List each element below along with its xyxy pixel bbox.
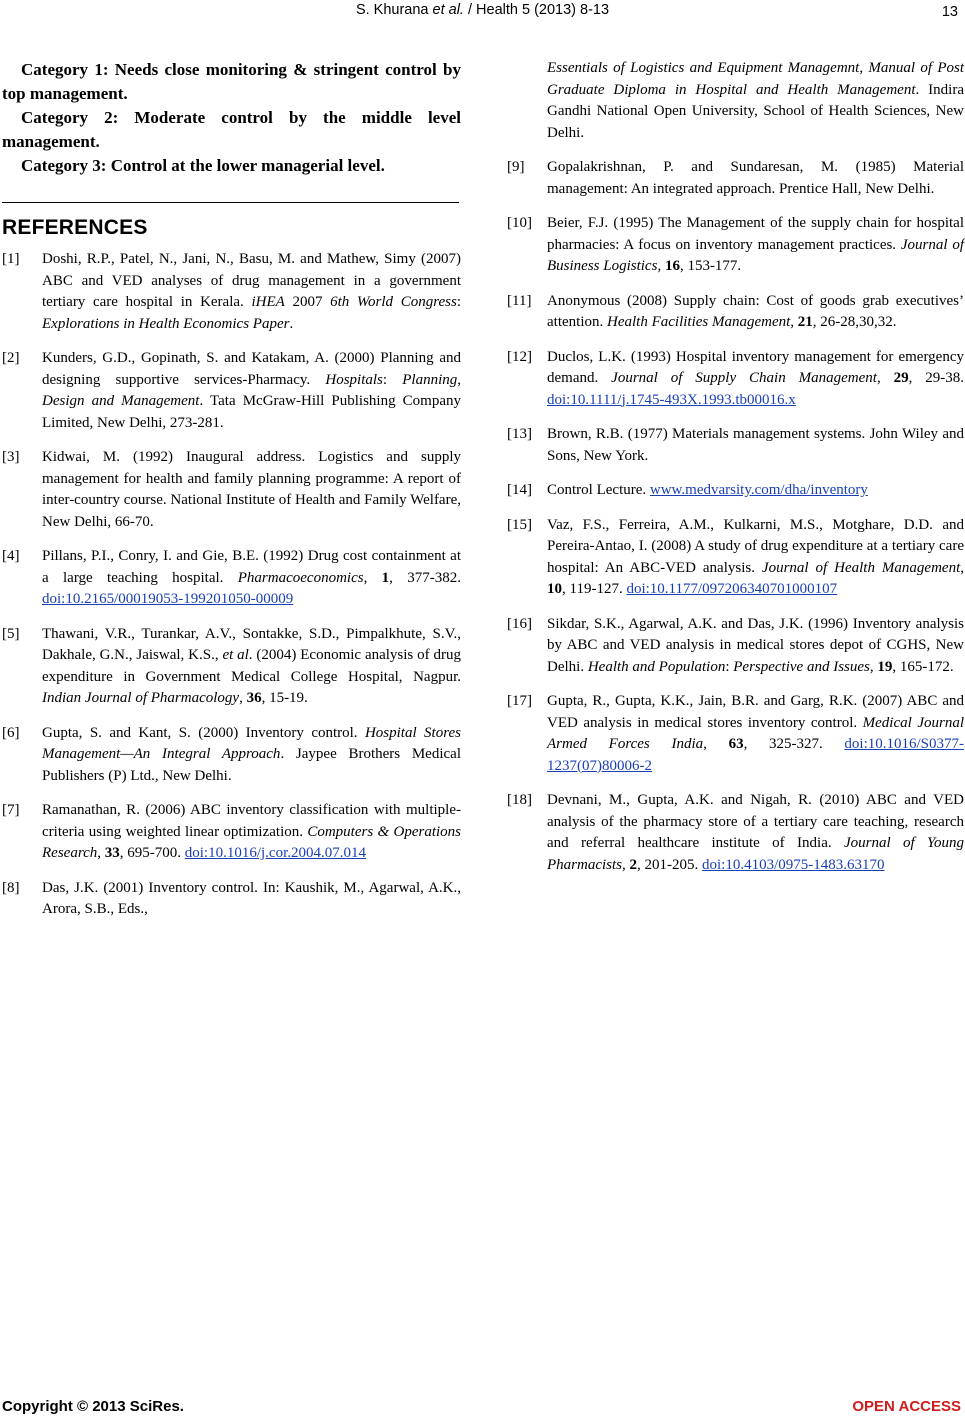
reference-text: ,	[657, 258, 665, 274]
reference-item	[507, 424, 964, 467]
reference-item	[2, 723, 461, 788]
reference-number: [6]	[2, 724, 20, 741]
reference-text: Sikdar, S.K., Agarwal, A.K. and Das, J.K. (1996) Inventory analysis by ABC and VED analysis in medical stores depot of CGHS, New Delhi.	[547, 615, 964, 675]
reference-link[interactable]: doi:10.1016/S0377-1237(07)80006-2	[547, 736, 965, 774]
reference-italic-text: iHEA	[251, 294, 285, 310]
reference-link[interactable]: doi:10.1111/j.1745-493X.1993.tb00016.x	[547, 391, 796, 408]
reference-italic-text: Planning	[402, 371, 458, 388]
reference-number: [13]	[507, 426, 532, 442]
reference-text: :	[456, 294, 461, 310]
reference-number: [18]	[507, 792, 532, 808]
reference-text: :	[725, 658, 734, 675]
right-column	[507, 58, 964, 889]
reference-text: Gupta, S. and Kant, S. (2000) Inventory control.	[42, 724, 365, 741]
reference-text: Devnani, M., Gupta, A.K. and Nigah, R. (2010) ABC and VED analysis of the pharmacy store of a tertiary care teaching, research and referral healthcare institute of India.	[547, 792, 964, 851]
running-title-authors: S. Khurana	[355, 2, 433, 18]
reference-number: [10]	[507, 215, 532, 231]
reference-italic-text: Perspective and Issues	[733, 658, 870, 675]
reference-text: 2007	[284, 294, 331, 310]
reference-item	[507, 614, 964, 679]
reference-italic-text: Pharmacoeconomics	[237, 569, 364, 586]
reference-number: [11]	[507, 292, 532, 309]
reference-item	[507, 480, 964, 502]
reference-text: ,	[622, 856, 630, 873]
reference-text: Doshi, R.P., Patel, N., Jani, N., Basu, M. and Mathew, Simy (2007) ABC and VED analyses of drug management in a government tertiary care hospital in Kerala.	[42, 251, 461, 310]
reference-number: [14]	[507, 482, 532, 498]
reference-text: ,	[97, 845, 105, 861]
reference-italic-text: Hospitals	[325, 371, 383, 388]
left-column	[2, 58, 461, 934]
reference-italic-text: Hospital Stores Management—An Integral Approach	[42, 724, 461, 762]
reference-text: , 29-38.	[908, 370, 965, 386]
reference-number: [9]	[507, 159, 525, 175]
open-access-label: OPEN ACCESS	[852, 1398, 961, 1415]
reference-volume: 33	[104, 845, 120, 861]
reference-volume: 21	[797, 314, 813, 330]
running-title-journal: / Health 5 (2013) 8-13	[463, 2, 610, 18]
reference-item	[507, 790, 964, 876]
reference-text: , 377-382.	[389, 569, 462, 586]
reference-text: :	[382, 371, 403, 388]
reference-italic-text: Indian Journal of Pharmacology	[42, 690, 240, 706]
reference-text: ,	[876, 370, 894, 386]
reference-text: Beier, F.J. (1995) The Management of the supply chain for hospital pharmacies: A focus on inventory management practices.	[547, 215, 964, 253]
reference-text: . Tata McGraw-Hill Publishing Company Limited, New Delhi, 273-281.	[42, 393, 462, 431]
running-title-etal: et al.	[432, 2, 464, 18]
reference-number: [1]	[2, 251, 20, 267]
reference-item	[2, 878, 461, 921]
reference-text: . (2004) Economic analysis of drug expenditure in Government Medical College Hospital, Nagpur.	[42, 647, 461, 685]
reference-text: Kidwai, M. (1992) Inaugural address. Logistics and supply management for health and family planning programme: A report of inter-country course. National Institute of Health and Family Welfare, New Delhi, 66-70.	[42, 449, 461, 530]
reference-item	[507, 213, 964, 278]
reference-item	[2, 249, 461, 335]
reference-italic-text: Design and Management	[42, 393, 200, 409]
reference-text: , 201-205.	[637, 856, 702, 873]
page-footer	[0, 1398, 965, 1418]
reference-link[interactable]: doi:10.4103/0975-1483.63170	[702, 856, 885, 873]
reference-link[interactable]: doi:10.1016/j.cor.2004.07.014	[184, 845, 367, 861]
reference-number: [5]	[2, 625, 20, 642]
reference-italic-text: Journal of Supply Chain Management	[611, 370, 877, 386]
reference-volume: 29	[893, 370, 909, 386]
reference-number: [4]	[2, 548, 20, 564]
reference-number: [17]	[507, 693, 532, 709]
reference-text: , 695-700.	[119, 845, 185, 861]
reference-number: [7]	[2, 802, 20, 818]
reference-text: , 153-177.	[679, 258, 742, 274]
reference-text: , 15-19.	[261, 690, 308, 706]
reference-text: ,	[790, 314, 798, 330]
reference-item	[507, 515, 964, 601]
reference-text: Vaz, F.S., Ferreira, A.M., Kulkarni, M.S., Motghare, D.D. and Pereira-Antao, I. (2008) A study of drug expenditure at a tertiary care hospital: An ABC-VED analysis.	[547, 516, 964, 576]
reference-volume: 63	[728, 736, 744, 752]
reference-text: , 325-327.	[743, 736, 845, 752]
reference-text: Gopalakrishnan, P. and Sundaresan, M. (1985) Material management: An integrated approach. Prentice Hall, New Delhi.	[547, 159, 964, 197]
reference-text: . Jaypee Brothers Medical Publishers (P) Ltd., New Delhi.	[42, 746, 461, 784]
reference-italic-text: Health Facilities Management	[607, 314, 791, 330]
reference-italic-text: 6th World Congress	[330, 294, 457, 310]
reference-volume: 36	[246, 690, 262, 706]
reference-link[interactable]: doi:10.1177/097206340701000107	[626, 581, 838, 597]
reference-text: ,	[703, 736, 729, 752]
reference-volume: 16	[664, 258, 680, 274]
reference-text: Control Lecture.	[547, 482, 650, 498]
reference-italic-text: Explorations in Health Economics Paper	[42, 315, 290, 332]
reference-number: [2]	[2, 350, 20, 366]
reference-text: , 165-172.	[892, 658, 954, 675]
reference-number: [8]	[2, 879, 20, 896]
category-2: Category 2: Moderate control by the middle level management.	[2, 108, 461, 151]
category-3: Category 3: Control at the lower managerial level.	[21, 156, 385, 175]
reference-text: ,	[363, 569, 382, 586]
reference-volume: 2	[629, 856, 637, 873]
reference-list-left	[2, 249, 461, 921]
reference-text: Gupta, R., Gupta, K.K., Jain, B.R. and Garg, R.K. (2007) ABC and VED analysis in medical stores inventory control.	[547, 693, 964, 731]
reference-item	[2, 447, 461, 533]
reference-text: Anonymous (2008) Supply chain: Cost of goods grab executives’ attention.	[547, 292, 964, 330]
section-divider	[2, 202, 459, 203]
reference-italic-text: Health and Population	[587, 658, 726, 675]
reference-text: . Indira Gandhi National Open University, School of Health Sciences, New Delhi.	[547, 81, 964, 141]
reference-item	[2, 348, 461, 434]
reference-item	[507, 691, 964, 777]
copyright-notice: Copyright © 2013 SciRes.	[2, 1398, 184, 1415]
reference-text: ,	[960, 559, 964, 576]
reference-list-right	[507, 58, 964, 876]
reference-text: Das, J.K. (2001) Inventory control. In: Kaushik, M., Agarwal, A.K., Arora, S.B., Eds.,	[42, 879, 461, 917]
reference-text: .	[289, 315, 294, 332]
reference-number: [16]	[507, 615, 532, 632]
reference-volume: 19	[877, 658, 893, 675]
reference-text: Brown, R.B. (1977) Materials management systems. John Wiley and Sons, New York.	[547, 426, 964, 464]
running-title	[0, 2, 965, 18]
reference-link[interactable]: doi:10.2165/00019053-199201050-00009	[42, 591, 294, 607]
reference-italic-text: Manual of Post Graduate Diploma in Hospital and Health Management	[547, 60, 965, 98]
reference-item	[2, 546, 461, 611]
reference-text: Duclos, L.K. (1993) Hospital inventory management for emergency demand.	[547, 348, 964, 386]
reference-italic-text: Essentials of Logistics and Equipment Managemnt	[547, 60, 860, 76]
reference-text: Thawani, V.R., Turankar, A.V., Sontakke, S.D., Pimpalkhute, S.V., Dakhale, G.N., Jaiswal, K.S.,	[42, 625, 461, 663]
reference-text: ,	[859, 60, 869, 76]
reference-item	[2, 624, 461, 710]
reference-italic-text: Journal of Health Management	[761, 559, 961, 576]
reference-text: ,	[457, 371, 462, 388]
reference-italic-text: Journal of Young Pharmacists	[547, 835, 965, 873]
reference-italic-text: et al	[222, 647, 249, 663]
reference-number: [3]	[2, 449, 20, 465]
reference-text: Pillans, P.I., Conry, I. and Gie, B.E. (1992) Drug cost containment at a large teaching hospital.	[42, 548, 461, 586]
reference-number: [15]	[507, 516, 532, 533]
reference-italic-text: Medical Journal Armed Forces India	[547, 714, 964, 752]
reference-volume: 10	[547, 581, 562, 597]
reference-item-continued	[507, 58, 964, 144]
reference-volume: 1	[381, 569, 390, 586]
category-1: Category 1: Needs close monitoring & stringent control by top management.	[2, 60, 461, 103]
reference-item	[507, 291, 964, 334]
reference-italic-text: Computers & Operations Research	[42, 823, 461, 861]
reference-text: ,	[869, 658, 878, 675]
reference-italic-text: Journal of Business Logistics	[547, 236, 964, 274]
reference-number: [12]	[507, 348, 532, 365]
references-heading: REFERENCES	[2, 216, 148, 239]
reference-text: , 26-28,30,32.	[812, 314, 897, 330]
running-header	[0, 2, 965, 22]
reference-text: Kunders, G.D., Gopinath, S. and Katakam, A. (2000) Planning and designing supportive services-Pharmacy.	[42, 350, 461, 388]
reference-text: ,	[239, 690, 247, 706]
page-number: 13	[941, 4, 958, 20]
reference-text: Ramanathan, R. (2006) ABC inventory classification with multiple-criteria using weighted linear optimization.	[42, 802, 461, 840]
reference-item	[2, 800, 461, 865]
reference-text: , 119-127.	[562, 581, 627, 597]
reference-item	[507, 347, 964, 412]
reference-link[interactable]: www.medvarsity.com/dha/inventory	[649, 482, 868, 498]
reference-item	[507, 157, 964, 200]
